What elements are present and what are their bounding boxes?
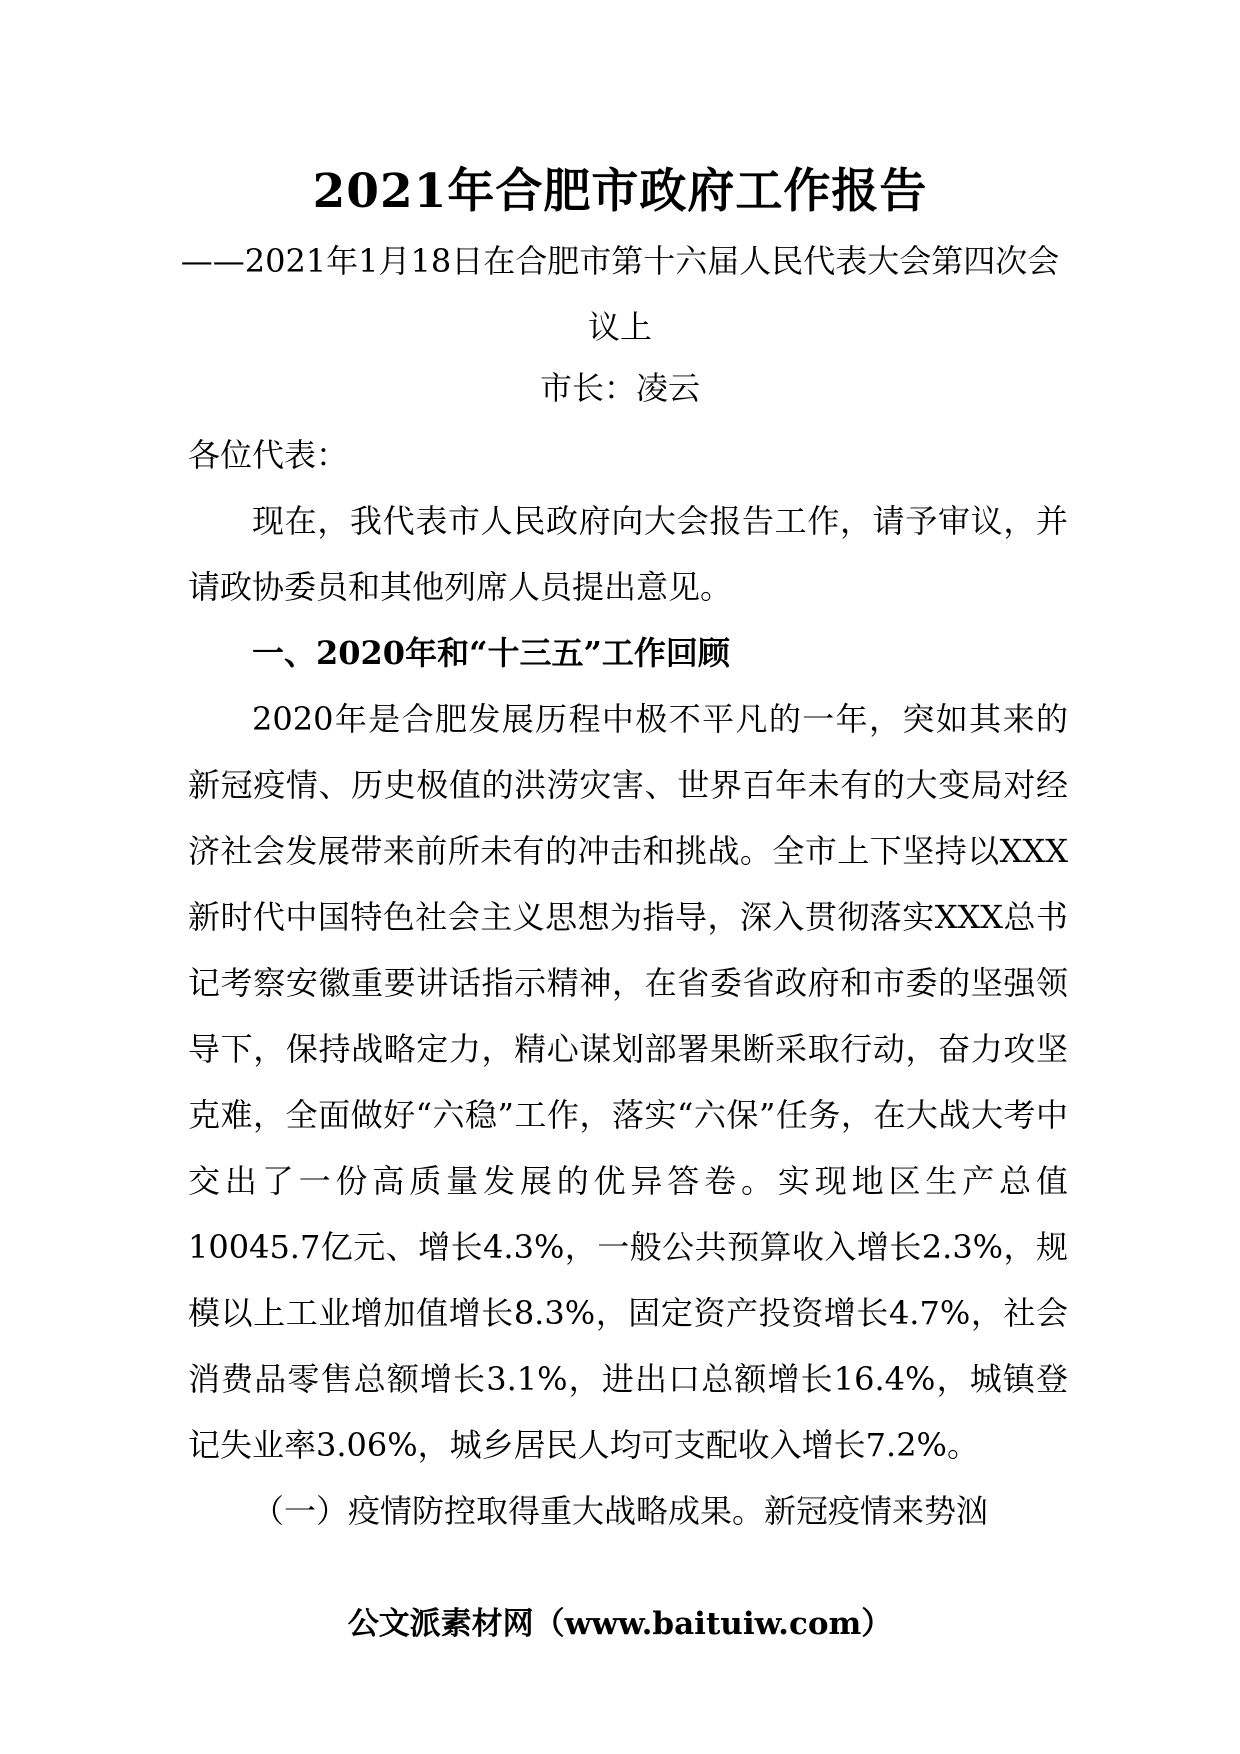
- paragraph-review: 2020年是合肥发展历程中极不平凡的一年，突如其来的新冠疫情、历史极值的洪涝灾害、世界百年未有的大变局对经济社会发展带来前所未有的冲击和挑战。全市上下坚持以XXX新时代中国特色社会主义思想为指导，深入贯彻落实XXX总书记考察安徽重要讲话指示精神，在省委省政府和市委的坚强领导下，保持战略定力，精心谋划部署果断采取行动，奋力攻坚克难，全面做好“六稳”工作，落实“六保”任务，在大战大考中交出了一份高质量发展的优异答卷。实现地区生产总值10045.7亿元、增长4.3%，一般公共预算收入增长2.3%，规模以上工业增加值增长8.3%，固定资产投资增长4.7%，社会消费品零售总额增长3.1%，进出口总额增长16.4%，城镇登记失业率3.06%，城乡居民人均可支配收入增长7.2%。: [188, 700, 1068, 1464]
- document-author: 市长：凌云: [539, 369, 700, 407]
- document-body: [188, 422, 1068, 1544]
- section-heading: 一、2020年和“十三五”工作回顾: [252, 634, 730, 672]
- document-title: 2021年合肥市政府工作报告: [312, 164, 928, 219]
- footer-watermark: 公文派素材网（www.baituiw.com）: [347, 1606, 893, 1642]
- document-subtitle: ——2021年1月18日在合肥市第十六届人民代表大会第四次会议上: [180, 242, 1060, 346]
- paragraph-epidemic: （一）疫情防控取得重大战略成果。新冠疫情来势汹: [252, 1492, 989, 1530]
- paragraph-intro: 现在，我代表市人民政府向大会报告工作，请予审议，并请政协委员和其他列席人员提出意见。: [188, 502, 1068, 606]
- salutation: 各位代表：: [188, 436, 349, 474]
